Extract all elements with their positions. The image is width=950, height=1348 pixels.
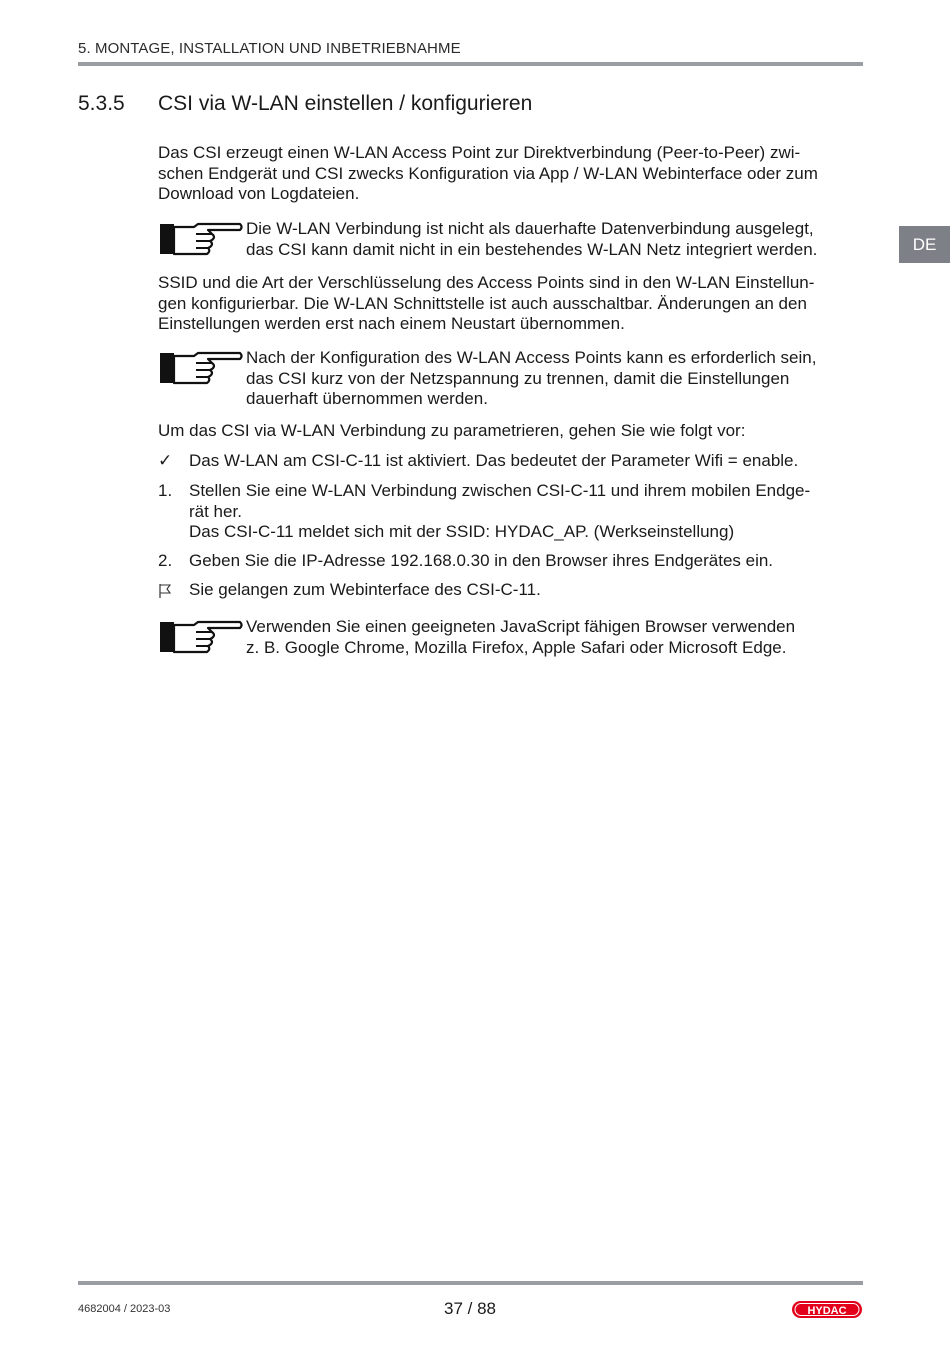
- pointing-hand-icon: [158, 348, 244, 386]
- step-number: 2.: [158, 551, 173, 570]
- intro-paragraph: Das CSI erzeugt einen W-LAN Access Point zur Direktverbindung (Peer-to-Peer) zwi- schen Endgerät und CSI zwecks Konfiguration via App / W-LAN Webinterface oder zum Download von Logdateien.: [158, 143, 818, 203]
- procedure-intro: Um das CSI via W-LAN Verbindung zu parametrieren, gehen Sie wie folgt vor:: [158, 421, 746, 440]
- language-tab: DE: [899, 226, 950, 263]
- result-item: Sie gelangen zum Webinterface des CSI-C-11.: [189, 580, 541, 599]
- footer-rule: [78, 1281, 863, 1285]
- svg-text:HYDAC: HYDAC: [807, 1305, 847, 1317]
- header-rule: [78, 62, 863, 66]
- pointing-hand-icon: [158, 219, 244, 257]
- document-id: 4682004 / 2023-03: [78, 1303, 171, 1315]
- section-title: CSI via W-LAN einstellen / konfigurieren: [158, 92, 533, 115]
- chapter-heading: 5. MONTAGE, INSTALLATION UND INBETRIEBNAHME: [78, 40, 461, 57]
- checkmark-icon: ✓: [158, 451, 173, 470]
- note-power-reset: Nach der Konfiguration des W-LAN Access Points kann es erforderlich sein, das CSI kurz von der Netzspannung zu trennen, damit die Einstellungen dauerhaft übernommen werden.: [246, 348, 817, 408]
- note-wlan-connection: Die W-LAN Verbindung ist nicht als dauerhafte Datenverbindung ausgelegt, das CSI kann damit nicht in ein bestehendes W-LAN Netz integriert werden.: [246, 219, 818, 259]
- step-number: 1.: [158, 481, 173, 500]
- ssid-paragraph: SSID und die Art der Verschlüsselung des Access Points sind in den W-LAN Einstellun- gen konfigurierbar. Die W-LAN Schnittstelle ist auch ausschaltbar. Änderungen an den Einstellungen werden erst nach einem Neustart übernommen.: [158, 273, 815, 333]
- note-browser: Verwenden Sie einen geeigneten JavaScript fähigen Browser verwenden z. B. Google Chrome, Mozilla Firefox, Apple Safari oder Microsoft Edge.: [246, 617, 796, 657]
- prerequisite-item: Das W-LAN am CSI-C-11 ist aktiviert. Das bedeutet der Parameter Wifi = enable.: [189, 451, 799, 470]
- hydac-logo: [791, 1300, 863, 1319]
- section-number: 5.3.5: [78, 92, 125, 115]
- page-number: 37 / 88: [444, 1299, 496, 1318]
- flag-icon: [158, 583, 174, 599]
- step-item: Geben Sie die IP-Adresse 192.168.0.30 in den Browser ihres Endgerätes ein.: [189, 551, 774, 570]
- pointing-hand-icon: [158, 617, 244, 655]
- step-item: Stellen Sie eine W-LAN Verbindung zwischen CSI-C-11 und ihrem mobilen Endge- rät her. Das CSI-C-11 meldet sich mit der SSID: HYDAC_AP. (Werkseinstellung): [189, 481, 811, 541]
